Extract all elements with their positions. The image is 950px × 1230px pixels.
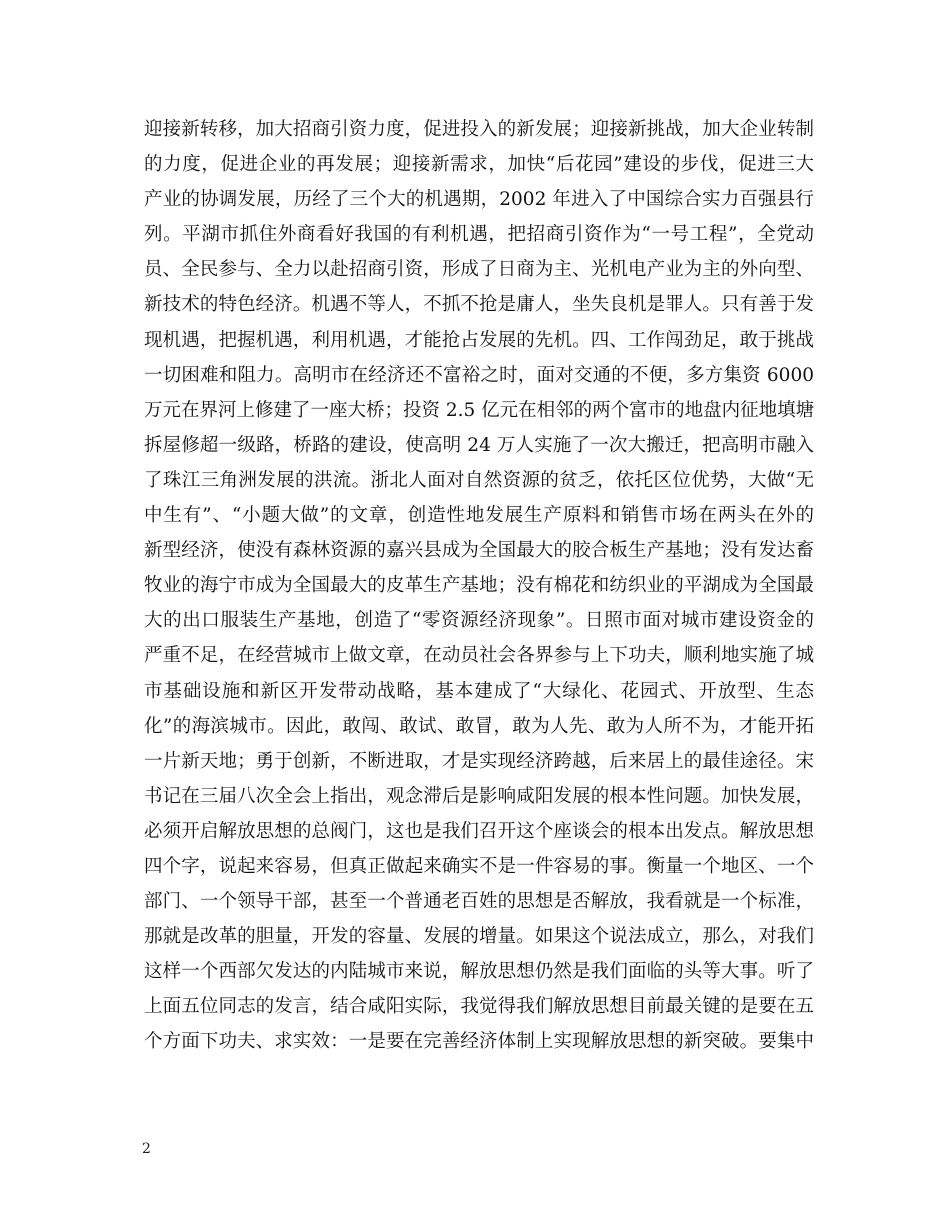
text-line: 牧业的海宁市成为全国最大的皮革生产基地；没有棉花和纺织业的平湖成为全国最	[144, 575, 814, 597]
text-line: 产业的协调发展，历经了三个大的机遇期，2002 年进入了中国综合实力百强县行	[144, 189, 814, 211]
text-line: 上面五位同志的发言，结合咸阳实际，我觉得我们解放思想目前最关键的是要在五	[144, 996, 814, 1018]
body-paragraph	[144, 112, 814, 1060]
text-line: 部门、一个领导干部，甚至一个普通老百姓的思想是否解放，我看就是一个标准，	[144, 891, 814, 913]
text-line: 一片新天地；勇于创新，不断进取，才是实现经济跨越，后来居上的最佳途径。宋	[144, 750, 814, 772]
text-line: 列。平湖市抓住外商看好我国的有利机遇，把招商引资作为“一号工程”，全党动	[144, 224, 814, 246]
text-line: 的力度，促进企业的再发展；迎接新需求，加快“后花园”建设的步伐，促进三大	[144, 154, 814, 176]
text-line: 新技术的特色经济。机遇不等人，不抓不抢是庸人，坐失良机是罪人。只有善于发	[144, 294, 814, 316]
text-line: 拆屋修超一级路，桥路的建设，使高明 24 万人实施了一次大搬迁，把高明市融入	[144, 434, 814, 456]
text-line: 市基础设施和新区开发带动战略，基本建成了“大绿化、花园式、开放型、生态	[144, 680, 814, 702]
text-line: 那就是改革的胆量，开发的容量、发展的增量。如果这个说法成立，那么，对我们	[144, 926, 814, 948]
text-line: 中生有”、“小题大做”的文章，创造性地发展生产原料和销售市场在两头在外的	[144, 505, 814, 527]
text-line: 四个字，说起来容易，但真正做起来确实不是一件容易的事。衡量一个地区、一个	[144, 855, 814, 877]
text-line: 必须开启解放思想的总阀门，这也是我们召开这个座谈会的根本出发点。解放思想	[144, 820, 814, 842]
text-line: 了珠江三角洲发展的洪流。浙北人面对自然资源的贫乏，依托区位优势，大做“无	[144, 469, 814, 491]
page-number: 2	[142, 1141, 151, 1157]
text-line: 员、全民参与、全力以赴招商引资，形成了日商为主、光机电产业为主的外向型、	[144, 259, 814, 281]
text-line: 新型经济，使没有森林资源的嘉兴县成为全国最大的胶合板生产基地；没有发达畜	[144, 540, 814, 562]
text-line: 这样一个西部欠发达的内陆城市来说，解放思想仍然是我们面临的头等大事。听了	[144, 961, 814, 983]
text-line: 现机遇，把握机遇，利用机遇，才能抢占发展的先机。四、工作闯劲足，敢于挑战	[144, 329, 814, 351]
text-line: 书记在三届八次全会上指出，观念滞后是影响咸阳发展的根本性问题。加快发展，	[144, 785, 814, 807]
text-line: 个方面下功夫、求实效：一是要在完善经济体制上实现解放思想的新突破。要集中	[144, 1031, 814, 1053]
text-line: 大的出口服装生产基地，创造了“零资源经济现象”。日照市面对城市建设资金的	[144, 610, 814, 632]
text-line: 严重不足，在经营城市上做文章，在动员社会各界参与上下功夫，顺利地实施了城	[144, 645, 814, 667]
text-line: 万元在界河上修建了一座大桥；投资 2.5 亿元在相邻的两个富市的地盘内征地填塘	[144, 399, 815, 421]
text-line: 化”的海滨城市。因此，敢闯、敢试、敢冒，敢为人先、敢为人所不为，才能开拓	[144, 715, 814, 737]
text-line: 一切困难和阻力。高明市在经济还不富裕之时，面对交通的不便，多方集资 6000	[144, 364, 814, 386]
text-line: 迎接新转移，加大招商引资力度，促进投入的新发展；迎接新挑战，加大企业转制	[144, 119, 814, 140]
